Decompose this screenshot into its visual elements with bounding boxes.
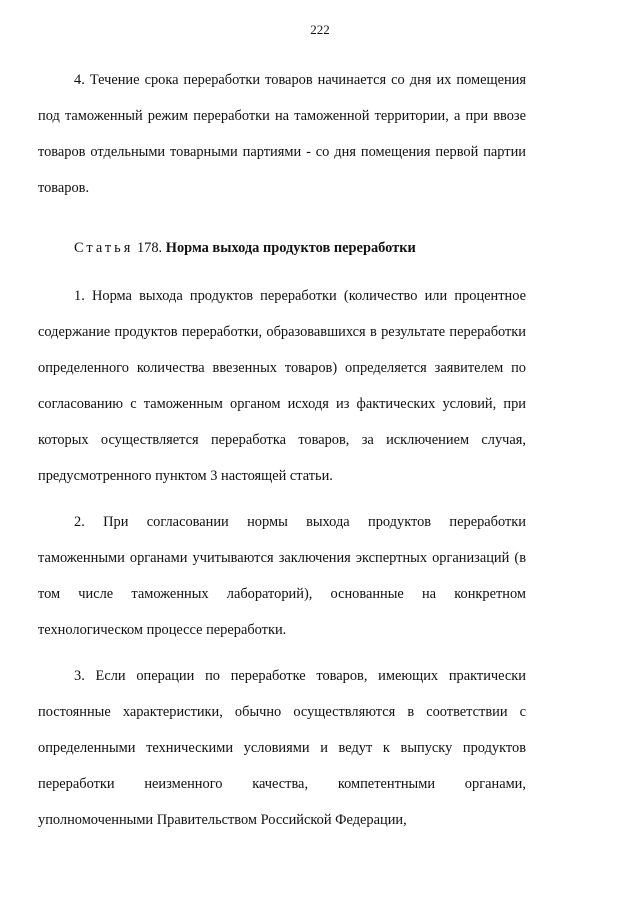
article-title: Норма выхода продуктов переработки [165,240,416,256]
article-178-paragraph-1: 1. Норма выхода продуктов переработки (количество или процентное содержание продуктов переработки, образовавшихся в результате переработки определенного количества ввезенных товаров) определяется заявителем по согласованию с таможенным органом исходя из фактических условий, при которых осуществляется переработка товаров, за исключением случая, предусмотренного пунктом 3 настоящей статьи. [38,288,526,484]
article-178-paragraph-3: 3. Если операции по переработке товаров, имеющих практически постоянные характеристики, обычно осуществляются в соответствии с определенными техническими условиями и ведут к выпуску продуктов переработки неизменного качества, компетентными органами, уполномоченными Правительством Российской Федерации, [38,668,526,828]
article-heading [38,230,526,266]
paragraph-4: 4. Течение срока переработки товаров начинается со дня их помещения под таможенный режим переработки на таможенной территории, а при ввозе товаров отдельными товарными партиями - со дня помещения первой партии товаров. [38,72,526,196]
document-body [38,62,526,838]
article-number: 178. [136,240,163,256]
paragraph-gap [38,494,526,504]
article-heading-line [38,230,526,266]
article-word: Статья [74,240,134,256]
section-gap [38,206,526,230]
paragraph-gap [38,648,526,658]
article-178-paragraph-2: 2. При согласовании нормы выхода продуктов переработки таможенными органами учитываются заключения экспертных организаций (в том числе таможенных лабораторий), основанные на конкретном технологическом процессе переработки. [38,514,526,638]
page-number: 222 [310,22,330,37]
